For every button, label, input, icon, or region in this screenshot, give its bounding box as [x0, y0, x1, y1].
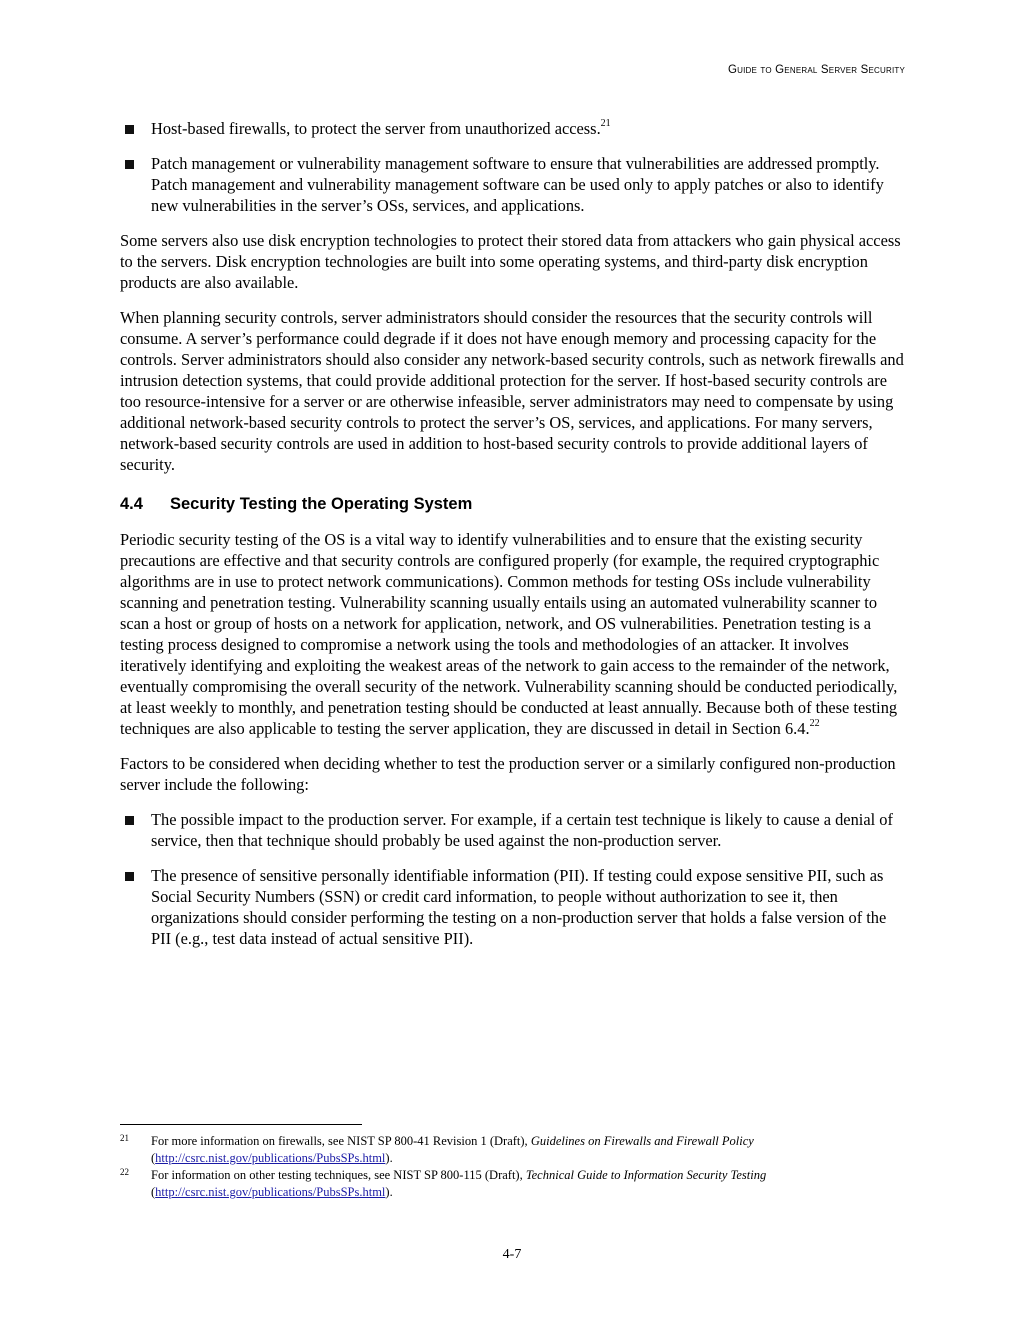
section-heading [120, 493, 905, 515]
paragraph-security-controls: When planning security controls, server administrators should consider the resources that the security controls will consume. A server’s performance could degrade if it does not have enough memory and processing capacity for the controls. Server administrators should also consider any network-based security controls, such as network firewalls and intrusion detection systems, that could provide additional protection for the server. If host-based security controls are too resource-intensive for a server or are otherwise infeasible, server administrators may need to compensate by using additional network-based security controls to protect the server’s OS, services, and applications. For many servers, network-based security controls are used in addition to host-based security controls to provide additional layers of security. [120, 308, 904, 474]
footnote-title: Guidelines on Firewalls and Firewall Policy [530, 1134, 754, 1148]
footnote-number: 21 [120, 1133, 129, 1143]
list-item: The possible impact to the production server. For example, if a certain test technique is likely to cause a denial of service, then that technique should probably be used against the non-production server. [120, 809, 905, 851]
running-header: Guide to General Server Security [727, 64, 905, 76]
paragraph-periodic-testing: Periodic security testing of the OS is a vital way to identify vulnerabilities and to ensure that the existing security precautions are effective and that security controls are configured properly (for example, the required cryptographic algorithms are in use to protect network communications). Common methods for testing OSs include vulnerability scanning and penetration testing. Vulnerability scanning usually entails using an automated vulnerability scanner to scan a host or group of hosts on a network for application, network, and OS vulnerabilities. Penetration testing is a testing process designed to compromise a network using the tools and methodologies of an attacker. It involves iteratively identifying and exploiting the weakest areas of the network to gain access to the remainder of the network, eventually compromising the overall security of the network. Vulnerability scanning should be conducted periodically, at least weekly to monthly, and penetration testing should be conducted at least annually. Because both of these testing techniques are also applicable to testing the server application, they are discussed in detail in Section 6.4.22 [120, 530, 898, 738]
section-number: 4.4 [120, 495, 143, 513]
list-item: Patch management or vulnerability management software to ensure that vulnerabilities are addressed promptly. Patch management and vulnerability management software can be used only to apply patches or also to identify new vulnerabilities in the server’s OSs, services, and applications. [120, 153, 905, 216]
list-item: Host-based firewalls, to protect the server from unauthorized access.$^{21}$ [120, 118, 905, 139]
main-content [120, 118, 905, 963]
footnote-ref-21[interactable]: 21 [600, 117, 611, 129]
paragraph-disk-encryption: Some servers also use disk encryption technologies to protect their stored data from attackers who gain physical access to the servers. Disk encryption technologies are built into some operating systems, and third-party disk encryption products are also available. [120, 231, 901, 292]
footnote-ref-22[interactable]: 22 [809, 717, 820, 729]
footnote-22: 22 For information on other testing techniques, see NIST SP 800-115 (Draft), Technical Guide to Information Security Testing (http://csrc.nist.gov/publications/PubsSPs.html). [120, 1167, 905, 1201]
list-item: The presence of sensitive personally identifiable information (PII). If testing could expose sensitive PII, such as Social Security Numbers (SSN) or credit card information, to people without authorization to see it, then organizations should consider performing the testing on a non-production server that holds a false version of the PII (e.g., test data instead of actual sensitive PII). [120, 865, 905, 949]
footnote-divider [120, 1124, 362, 1125]
footnotes-section [120, 1124, 905, 1201]
footnote-21: 21 For more information on firewalls, see NIST SP 800-41 Revision 1 (Draft), Guidelines on Firewalls and Firewall Policy (http://csrc.nist.gov/publications/PubsSPs.html). [120, 1133, 905, 1167]
bottom-bullet-list [120, 809, 905, 949]
footnote-link[interactable]: http://csrc.nist.gov/publications/PubsSPs.html [155, 1151, 386, 1165]
footnote-title: Technical Guide to Information Security Testing [525, 1168, 767, 1182]
footnote-link[interactable]: http://csrc.nist.gov/publications/PubsSPs.html [155, 1185, 386, 1199]
top-bullet-list [120, 118, 905, 216]
paragraph-factors: Factors to be considered when deciding whether to test the production server or a similarly configured non-production server include the following: [120, 754, 896, 794]
section-title: Security Testing the Operating System [170, 495, 473, 513]
footnote-number: 22 [120, 1167, 129, 1177]
page-number: 4-7 [502, 1247, 522, 1262]
